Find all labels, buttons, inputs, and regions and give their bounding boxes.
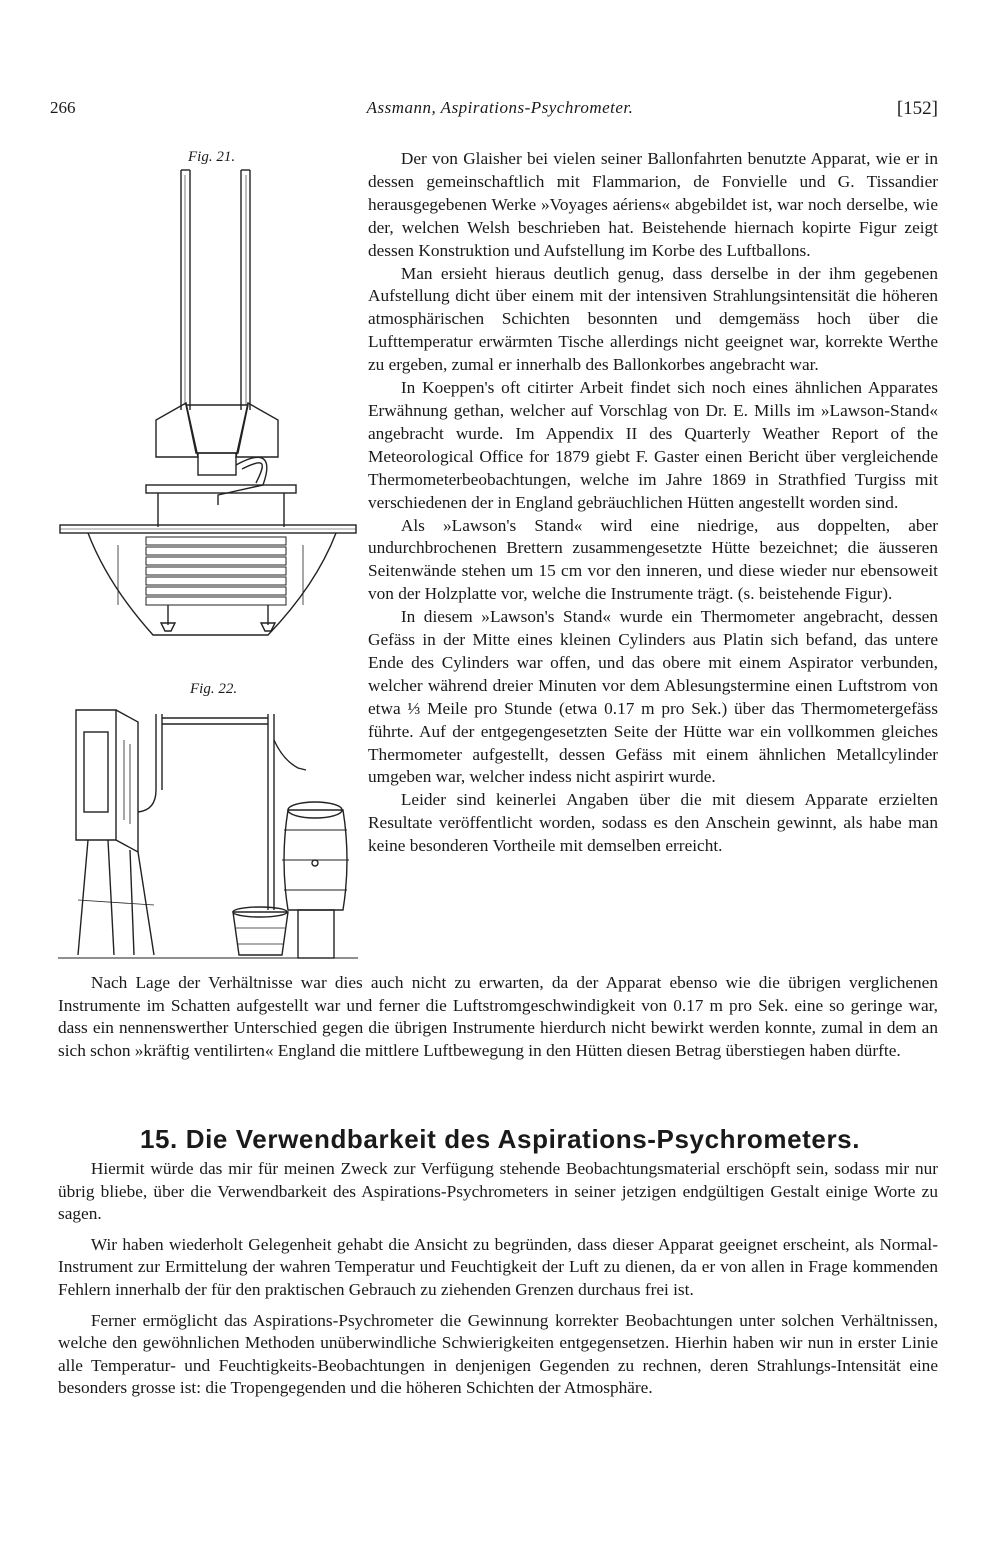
section-body xyxy=(58,1158,938,1408)
bracket-number: [152] xyxy=(896,98,938,119)
paragraph-man-ersieht: Man ersieht hieraus deutlich genug, dass derselbe in der ihm gegebenen Aufstellung dicht über einem mit der intensiven Strahlungsintensität die höheren atmosphärischen Schichten besonnten und demgemäss hoch über die Lufttemperatur erwärmten Tische allerdings nicht geeignet war, korrekte Werthe zu ergeben, zumal er innerhalb des Ballonkorbes angebracht war. xyxy=(368,263,938,375)
fig22-illustration xyxy=(58,700,358,962)
fig22-caption: Fig. 22. xyxy=(190,681,238,697)
paragraph-glaisher: Der von Glaisher bei vielen seiner Ballonfahrten benutzte Apparat, wie er in dessen gemeinschaftlich mit Flammarion, de Fonvielle und G. Tissandier herausgegebenen Werke »Voyages aériens« abgebildet ist, war noch derselbe, wie der, welchen Welsh beschrieben hat. Beistehende hiernach kopirte Figur zeigt dessen Konstruktion und Aufstellung im Korbe des Luftballons. xyxy=(368,149,938,260)
paragraph-koeppen: In Koeppen's oft citirter Arbeit findet sich noch eines ähnlichen Apparates Erwähnung gethan, welcher auf Vorschlag von Dr. E. Mills im »Lawson-Stand« angebracht wurde. Im Appendix II des Quarterly Weather Report of the Meteorological Office for 1879 giebt F. Gaster einen Bericht über vergleichende Thermometerbeobachtungen, welche im Jahre 1869 in Strathfied Turgiss mit verschiedenen der in England gebräuchlichen Hütten angestellt worden sind. xyxy=(368,378,938,512)
running-head: Assmann, Aspirations-Psychrometer. xyxy=(366,98,634,117)
paragraph-wir-haben: Wir haben wiederholt Gelegenheit gehabt die Ansicht zu begründen, dass dieser Apparat geeignet erscheint, als Normal-Instrument zur Ermittelung der wahren Temperatur und Feuchtigkeit der Luft zu dienen, da er von allen in Frage kommenden Fehlern innerhalb der für den praktischen Gebrauch zu ziehenden Grenzen durchaus frei ist. xyxy=(58,1234,938,1299)
fig21-caption: Fig. 21. xyxy=(188,149,236,165)
paragraph-nach-lage: Nach Lage der Verhältnisse war dies auch nicht zu erwarten, da der Apparat ebenso wie die übrigen verglichenen Instrumente im Schatten aufgestellt war und ferner die Luftstromgeschwindigkeit von 0.17 m pro Sek. eine so geringe war, dass ein nennenswerther Unterschied gegen die übrigen Instrumente hierdurch nicht bewirkt werden konnte, zumal in dem an sich schon »kräftig ventilirten« England die mittlere Luftbewegung in den Hütten diesen Betrag überstiegen haben dürfte. xyxy=(58,973,938,1060)
paragraph-thermometer: In diesem »Lawson's Stand« wurde ein Thermometer angebracht, dessen Gefäss in der Mitte eines kleinen Cylinders aus Platin sich befand, das untere Ende des Cylinders war offen, und das obere mit einem Aspirator verbunden, welcher während dreier Minuten vor dem Ablesungstermine einen Luftstrom von etwa ⅓ Meile pro Stunde (etwa 0.17 m pro Sek.) über das Thermometergefäss führte. Auf der entgegengesetzten Seite der Hütte war ein vollkommen gleiches Thermometer aufgestellt, dessen Gefäss mit einem ähnlichen Metallcylinder umgeben war, welcher indess nicht aspirirt wurde. xyxy=(368,607,938,787)
paragraph-leider: Leider sind keinerlei Angaben über die mit diesem Apparate erzielten Resultate veröffentlicht worden, sodass es den Anschein gewinnt, als habe man keine besonderen Vortheile mit demselben erreicht. xyxy=(368,790,938,856)
paragraph-hiermit: Hiermit würde das mir für meinen Zweck zur Verfügung stehende Beobachtungsmaterial erschöpft sein, sodass mir nur übrig bliebe, über die Verwendbarkeit des Aspirations-Psychrometers in seiner jetzigen endgültigen Gestalt einige Worte zu sagen. xyxy=(58,1159,938,1224)
section-title: 15. Die Verwendbarkeit des Aspirations-Psychrometers. xyxy=(139,1124,861,1154)
fig21-illustration xyxy=(58,165,358,665)
page-number: 266 xyxy=(50,98,76,117)
full-width-text xyxy=(58,972,938,1062)
column-text xyxy=(368,148,938,858)
paragraph-ferner: Ferner ermöglicht das Aspirations-Psychrometer die Gewinnung korrekter Beobachtungen unter solchen Verhältnissen, welche den gewöhnlichen Methoden unüberwindliche Schwierigkeiten entgegensetzen. Hierhin haben wir nun in erster Linie alle Temperatur- und Feuchtigkeits-Beobachtungen in denjenigen Gegenden zu rechnen, deren Strahlungs-Intensität eine besonders grosse ist: die Tropengegenden und die höheren Schichten der Atmosphäre. xyxy=(58,1310,938,1398)
paragraph-lawson-stand: Als »Lawson's Stand« wird eine niedrige, aus doppelten, aber undurchbrochenen Brettern zusammengesetzte Hütte bezeichnet; die äusseren Seitenwände stehen um 15 cm vor den inneren, und diese wieder nur ebensoweit von der Holzplatte vor, welche die Instrumente trägt. (s. beistehende Figur). xyxy=(368,515,938,604)
